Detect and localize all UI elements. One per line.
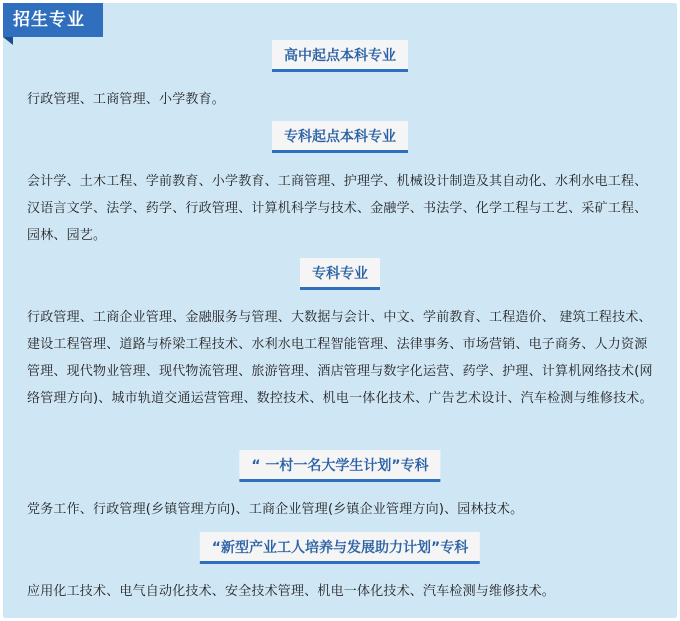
section-tag-fold <box>3 37 13 45</box>
majors-village-student-plan: 党务工作、行政管理(乡镇管理方向)、工商企业管理(乡镇企业管理方向)、园林技术。 <box>27 502 524 517</box>
majors-college: 行政管理、工商企业管理、金融服务与管理、大数据与会计、中文、学前教育、工程造价、 建筑工程技术、建设工程管理、道路与桥梁工程技术、水利水电工程智能管理、法律事务、市场营销、电子商务、人力资源管理、现代物业管理、现代物流管理、旅游管理、酒店管理与数字化运营、药学、护理、计算机网络技术(网络管理方向)、城市轨道交通运营管理、数控技术、机电一体化技术、广告艺术设计、汽车检测与维修技术。 <box>27 310 653 406</box>
heading-industrial-worker-plan: “新型产业工人培养与发展助力计划”专科 <box>200 532 480 564</box>
section-tag: 招生专业 <box>3 3 103 37</box>
heading-village-student-plan: “ 一村一名大学生计划”专科 <box>239 450 440 482</box>
majors-industrial-worker-plan: 应用化工技术、电气自动化技术、安全技术管理、机电一体化技术、汽车检测与维修技术。 <box>27 584 556 599</box>
heading-college: 专科专业 <box>300 258 380 290</box>
heading-high-school-to-bachelor: 高中起点本科专业 <box>272 40 408 72</box>
majors-college-to-bachelor: 会计学、土木工程、学前教育、小学教育、工商管理、护理学、机械设计制造及其自动化、水利水电工程、汉语言文学、法学、药学、行政管理、计算机科学与技术、金融学、书法学、化学工程与工艺、采矿工程、园林、园艺。 <box>27 174 648 243</box>
majors-high-school-to-bachelor: 行政管理、工商管理、小学教育。 <box>27 92 226 107</box>
heading-college-to-bachelor: 专科起点本科专业 <box>272 121 408 153</box>
